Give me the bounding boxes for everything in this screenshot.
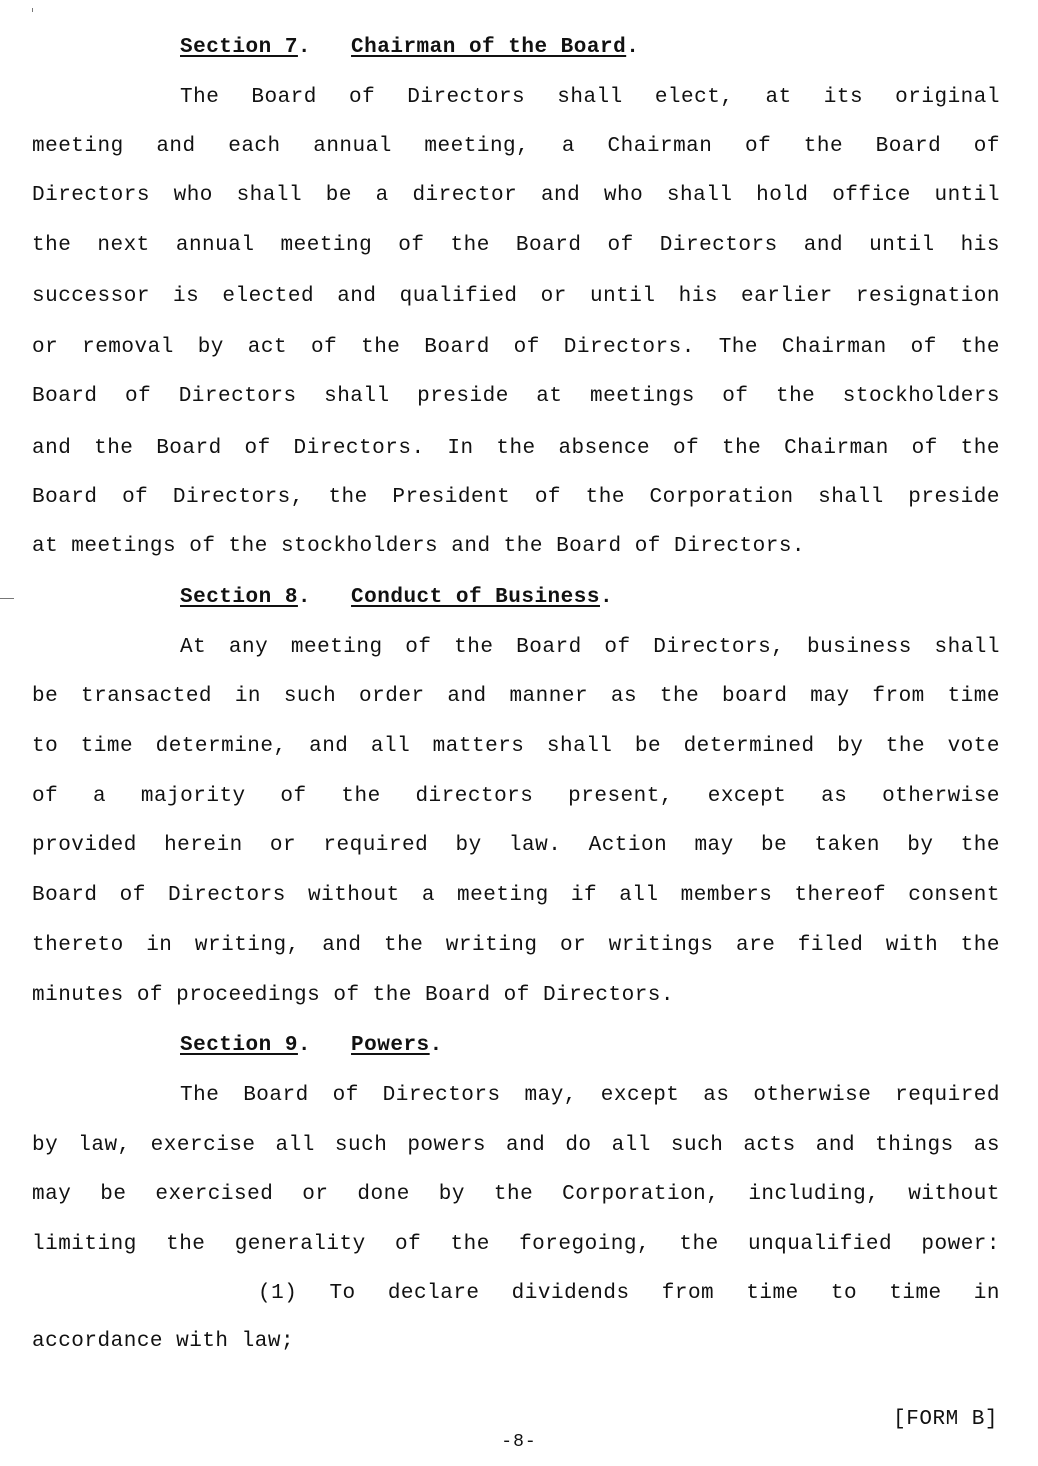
paragraph-line: by law, exercise all such powers and do all such acts and things as bbox=[32, 1134, 1000, 1157]
paragraph-line: Directors who shall be a director and who shall hold office until bbox=[32, 184, 1000, 207]
section-8-heading: Section 8. Conduct of Business. bbox=[180, 586, 614, 609]
paragraph-line: Board of Directors without a meeting if all members thereof consent bbox=[32, 884, 1000, 907]
paragraph-line: the next annual meeting of the Board of Directors and until his bbox=[32, 234, 1000, 257]
paragraph-line: meeting and each annual meeting, a Chairman of the Board of bbox=[32, 135, 1000, 158]
paragraph-line: of a majority of the directors present, except as otherwise bbox=[32, 785, 1000, 808]
paragraph-line: provided herein or required by law. Action may be taken by the bbox=[32, 834, 1000, 857]
paragraph-line: to time determine, and all matters shall be determined by the vote bbox=[32, 735, 1000, 758]
paragraph-line: thereto in writing, and the writing or writings are filed with the bbox=[32, 934, 1000, 957]
section-title: Chairman of the Board bbox=[351, 36, 627, 59]
page-number: -8- bbox=[501, 1432, 537, 1452]
paragraph-line: successor is elected and qualified or until his earlier resignation bbox=[32, 285, 1000, 308]
section-number: Section 7 bbox=[180, 36, 298, 59]
paragraph-line: The Board of Directors may, except as otherwise required bbox=[180, 1084, 1000, 1107]
section-number: Section 8 bbox=[180, 586, 298, 609]
paragraph-line: or removal by act of the Board of Directors. The Chairman of the bbox=[32, 336, 1000, 359]
scan-mark bbox=[0, 598, 14, 599]
section-number: Section 9 bbox=[180, 1034, 298, 1057]
paragraph-line: The Board of Directors shall elect, at its original bbox=[180, 86, 1000, 109]
paragraph-line: at meetings of the stockholders and the Board of Directors. bbox=[32, 535, 806, 558]
section-title: Powers bbox=[351, 1034, 430, 1057]
paragraph-line: may be exercised or done by the Corporation, including, without bbox=[32, 1183, 1000, 1206]
paragraph-line: be transacted in such order and manner as the board may from time bbox=[32, 685, 1000, 708]
paragraph-line: minutes of proceedings of the Board of Directors. bbox=[32, 984, 675, 1007]
paragraph-line: and the Board of Directors. In the absence of the Chairman of the bbox=[32, 437, 1000, 460]
list-item-line: (1) To declare dividends from time to time in bbox=[258, 1282, 1000, 1305]
paragraph-line: Board of Directors shall preside at meetings of the stockholders bbox=[32, 385, 1000, 408]
section-9-heading: Section 9. Powers. bbox=[180, 1034, 443, 1057]
paragraph-line: accordance with law; bbox=[32, 1330, 295, 1353]
scan-mark bbox=[32, 8, 33, 12]
paragraph-line: Board of Directors, the President of the Corporation shall preside bbox=[32, 486, 1000, 509]
section-title: Conduct of Business bbox=[351, 586, 600, 609]
form-label: [FORM B] bbox=[893, 1408, 998, 1431]
paragraph-line: limiting the generality of the foregoing, the unqualified power: bbox=[32, 1233, 1000, 1256]
section-7-heading: Section 7. Chairman of the Board. bbox=[180, 36, 640, 59]
paragraph-line: At any meeting of the Board of Directors, business shall bbox=[180, 636, 1000, 659]
